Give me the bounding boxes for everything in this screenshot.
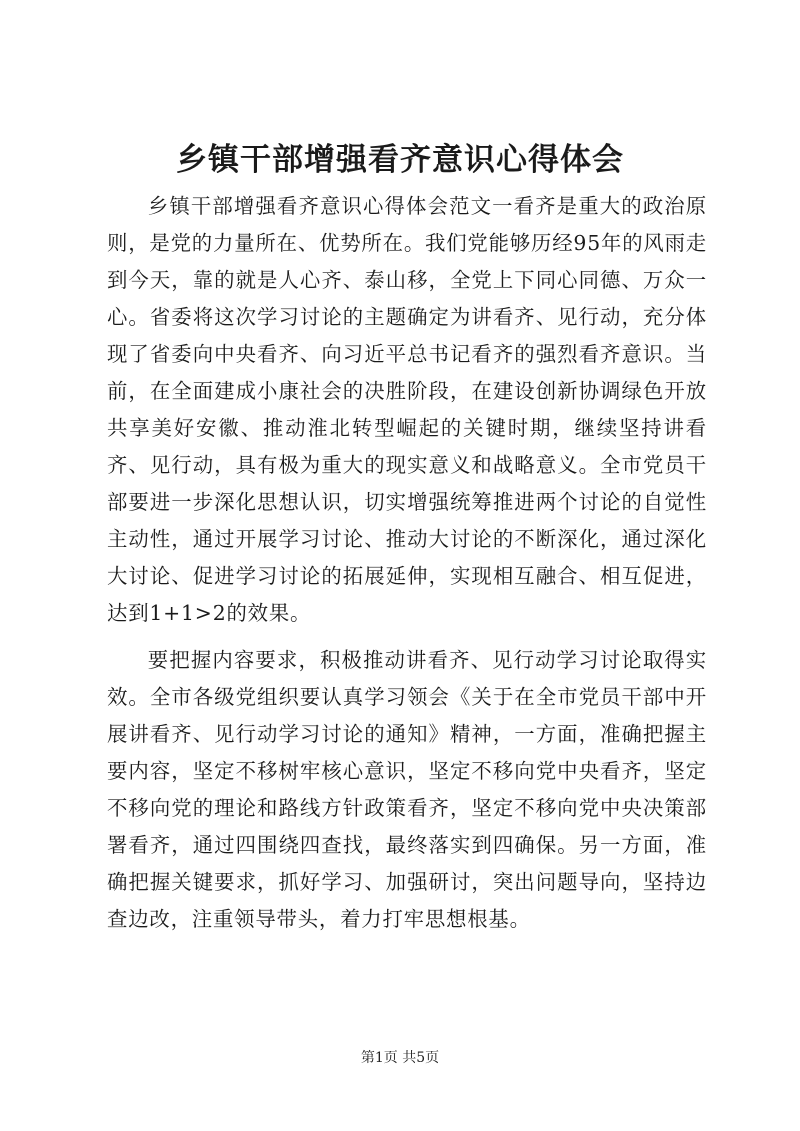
paragraph-2: 要把握内容要求，积极推动讲看齐、见行动学习讨论取得实效。全市各级党组织要认真学习领会《关于在全市党员干部中开展讲看齐、见行动学习讨论的通知》精神，一方面，准确把握主要内容，坚定不移树牢核心意识，坚定不移向党中央看齐，坚定不移向党的理论和路线方针政策看齐，坚定不移向党中央决策部署看齐，通过四围绕四查找，最终落实到四确保。另一方面，准确把握关键要求，抓好学习、加强研讨，突出问题导向，坚持边查边改，注重领导带头，着力打牢思想根基。 — [107, 648, 707, 931]
paragraph-1: 乡镇干部增强看齐意识心得体会范文一看齐是重大的政治原则，是党的力量所在、优势所在。我们党能够历经95年的风雨走到今天，靠的就是人心齐、泰山移，全党上下同心同德、万众一心。省委将这次学习讨论的主题确定为讲看齐、见行动，充分体现了省委向中央看齐、向习近平总书记看齐的强烈看齐意识。当前，在全面建成小康社会的决胜阶段，在建设创新协调绿色开放共享美好安徽、推动淮北转型崛起的关键时期，继续坚持讲看齐、见行动，具有极为重大的现实意义和战略意义。全市党员干部要进一步深化思想认识，切实增强统筹推进两个讨论的自觉性主动性，通过开展学习讨论、推动大讨论的不断深化，通过深化大讨论、促进学习讨论的拓展延伸，实现相互融合、相互促进，达到1+1>2的效果。 — [107, 194, 707, 625]
document-title: 乡镇干部增强看齐意识心得体会 — [176, 142, 624, 178]
document-body — [107, 188, 707, 948]
page-footer: 第1页 共5页 — [360, 1050, 440, 1066]
